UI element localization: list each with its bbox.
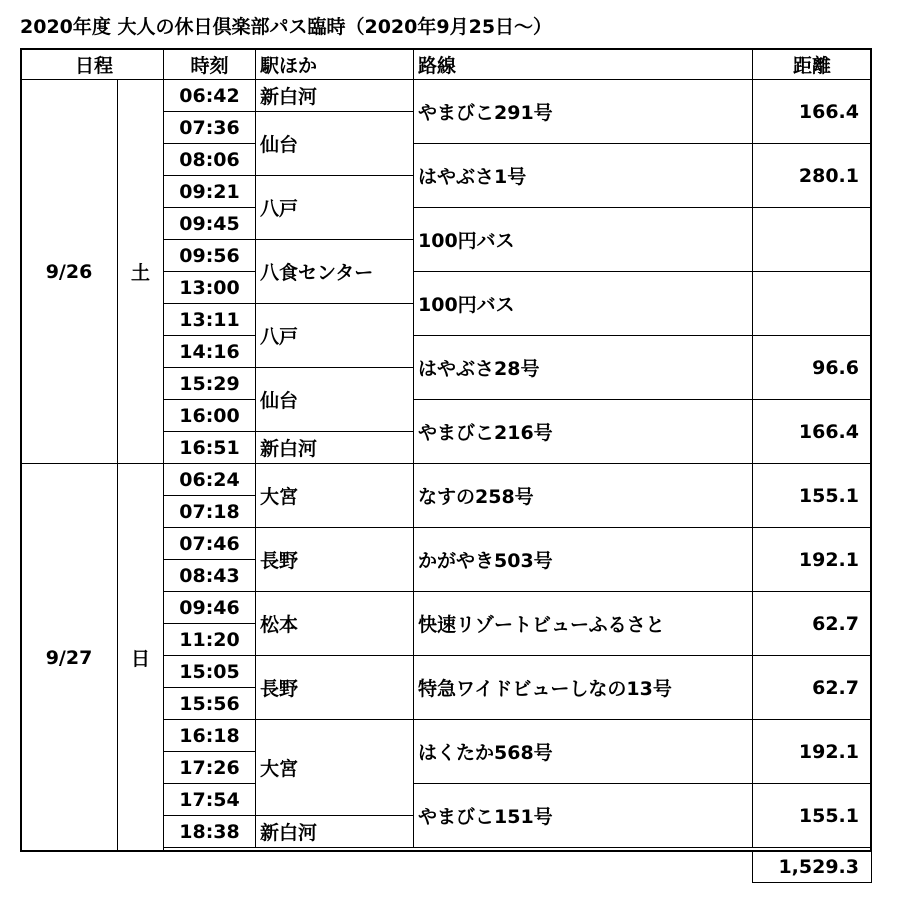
route-cell	[413, 527, 753, 592]
distance-cell	[752, 207, 872, 272]
time-cell	[163, 687, 256, 720]
route-cell	[413, 463, 753, 528]
distance-cell	[752, 271, 872, 336]
station: 長野	[260, 678, 299, 700]
time: 06:24	[179, 468, 240, 491]
distance-cell	[752, 335, 872, 400]
time-cell	[163, 591, 256, 624]
time: 09:46	[179, 596, 240, 619]
time: 09:21	[179, 180, 240, 203]
time-cell	[163, 367, 256, 400]
route-cell	[413, 655, 753, 720]
station-cell	[255, 431, 414, 464]
time: 07:18	[179, 500, 240, 523]
route-cell	[413, 79, 753, 144]
distance-cell	[752, 79, 872, 144]
day-weekday-cell	[117, 463, 164, 852]
time-cell	[163, 431, 256, 464]
time-cell	[163, 751, 256, 784]
time: 09:56	[179, 244, 240, 267]
time-cell	[163, 815, 256, 848]
day-date: 9/27	[45, 646, 93, 669]
distance: 166.4	[798, 100, 859, 123]
route-cell	[413, 335, 753, 400]
time: 17:26	[179, 756, 240, 779]
station: 大宮	[260, 486, 299, 508]
route: 100円バス	[418, 294, 515, 316]
time-cell	[163, 239, 256, 272]
time-cell	[163, 207, 256, 240]
route: やまびこ151号	[418, 806, 553, 828]
route: はやぶさ1号	[418, 166, 527, 188]
header-station	[255, 48, 414, 80]
station: 松本	[260, 614, 299, 636]
station-cell	[255, 591, 414, 656]
header-time	[163, 48, 256, 80]
station-cell	[255, 111, 414, 176]
route-cell	[413, 783, 753, 848]
distance: 192.1	[798, 740, 859, 763]
station-cell	[255, 367, 414, 432]
route: やまびこ291号	[418, 102, 553, 124]
station-cell	[255, 175, 414, 240]
time: 11:20	[179, 628, 240, 651]
distance: 96.6	[812, 356, 859, 379]
header-schedule	[20, 48, 164, 80]
time: 07:46	[179, 532, 240, 555]
time: 16:00	[179, 404, 240, 427]
time-cell	[163, 623, 256, 656]
time-cell	[163, 79, 256, 112]
time-cell	[163, 495, 256, 528]
total-distance: 1,529.3	[778, 856, 859, 878]
time: 07:36	[179, 116, 240, 139]
time-cell	[163, 719, 256, 752]
distance: 280.1	[798, 164, 859, 187]
station-cell	[255, 527, 414, 592]
distance: 166.4	[798, 420, 859, 443]
day-weekday: 土	[130, 262, 150, 284]
time-cell	[163, 111, 256, 144]
station: 大宮	[260, 758, 299, 780]
distance: 62.7	[812, 676, 859, 699]
time-cell	[163, 399, 256, 432]
time: 06:42	[179, 84, 240, 107]
day-weekday-cell	[117, 79, 164, 464]
route-cell	[413, 591, 753, 656]
station: 仙台	[260, 134, 299, 156]
route-cell	[413, 143, 753, 208]
station: 八戸	[260, 326, 299, 348]
route-cell	[413, 207, 753, 272]
route: なすの258号	[418, 486, 534, 508]
distance: 155.1	[798, 484, 859, 507]
distance-cell	[752, 783, 872, 848]
route: 特急ワイドビューしなの13号	[418, 678, 672, 700]
total-distance-cell	[752, 851, 872, 883]
route: やまびこ216号	[418, 422, 553, 444]
time-cell	[163, 143, 256, 176]
header-route-label: 路線	[418, 54, 457, 77]
time-cell	[163, 463, 256, 496]
time: 14:16	[179, 340, 240, 363]
time-cell	[163, 271, 256, 304]
page-title: 2020年度 大人の休日倶楽部パス臨時（2020年9月25日～）	[20, 16, 553, 38]
time-cell	[163, 655, 256, 688]
day-date-cell	[20, 79, 118, 464]
header-route	[413, 48, 753, 80]
route: かがやき503号	[418, 550, 553, 572]
time: 08:43	[179, 564, 240, 587]
station-cell	[255, 239, 414, 304]
distance: 155.1	[798, 804, 859, 827]
day-weekday: 日	[130, 648, 150, 670]
station-cell	[255, 303, 414, 368]
header-time-label: 時刻	[190, 54, 229, 77]
time: 15:56	[179, 692, 240, 715]
distance-cell	[752, 655, 872, 720]
time: 13:11	[179, 308, 240, 331]
day-date: 9/26	[45, 260, 93, 283]
time-cell	[163, 303, 256, 336]
header-distance-label: 距離	[792, 54, 831, 77]
distance: 192.1	[798, 548, 859, 571]
station: 新白河	[260, 86, 318, 108]
time: 18:38	[179, 820, 240, 843]
station: 新白河	[260, 822, 318, 844]
station: 仙台	[260, 390, 299, 412]
station: 八食センター	[260, 262, 374, 284]
time: 15:29	[179, 372, 240, 395]
station: 八戸	[260, 198, 299, 220]
time: 16:51	[179, 436, 240, 459]
route: はやぶさ28号	[418, 358, 540, 380]
distance: 62.7	[812, 612, 859, 635]
time: 09:45	[179, 212, 240, 235]
time: 08:06	[179, 148, 240, 171]
distance-cell	[752, 591, 872, 656]
station-cell	[255, 79, 414, 112]
time: 16:18	[179, 724, 240, 747]
route: 快速リゾートビューふるさと	[418, 614, 665, 636]
time-cell	[163, 175, 256, 208]
station-cell	[255, 463, 414, 528]
time: 17:54	[179, 788, 240, 811]
time-cell	[163, 527, 256, 560]
time-cell	[163, 335, 256, 368]
station-cell	[255, 655, 414, 720]
time: 15:05	[179, 660, 240, 683]
distance-cell	[752, 399, 872, 464]
station-cell	[255, 719, 414, 816]
header-schedule-label: 日程	[74, 54, 113, 77]
distance-cell	[752, 463, 872, 528]
route-cell	[413, 719, 753, 784]
distance-cell	[752, 143, 872, 208]
time: 13:00	[179, 276, 240, 299]
time-cell	[163, 783, 256, 816]
route-cell	[413, 399, 753, 464]
time-cell	[163, 559, 256, 592]
station: 長野	[260, 550, 299, 572]
route: はくたか568号	[418, 742, 553, 764]
station-cell	[255, 815, 414, 848]
distance-cell	[752, 719, 872, 784]
station: 新白河	[260, 438, 318, 460]
header-station-label: 駅ほか	[260, 54, 318, 77]
day-date-cell	[20, 463, 118, 852]
distance-cell	[752, 527, 872, 592]
route: 100円バス	[418, 230, 515, 252]
header-distance	[752, 48, 872, 80]
route-cell	[413, 271, 753, 336]
